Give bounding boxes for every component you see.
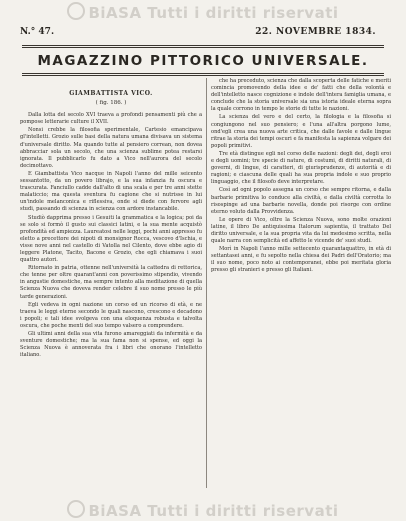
paragraph: Tre età distingue egli nel corso delle nazioni: degli dei, degli eroi e degli uomini; tre specie di nature, di costumi, di diritti naturali, di governi, di lingue, di caratteri, di giurisprudenze, di autorità e di ragioni; e ciascuna delle quali ha sua propria indole e suo proprio linguaggio, che il filosofo deve interpretare. (211, 150, 391, 186)
library-logo-icon (67, 500, 85, 518)
library-logo-icon (67, 2, 85, 20)
watermark-text: BiASA Tutti i diritti riservati (88, 4, 339, 22)
masthead-title: MAGAZZINO PITTORICO UNIVERSALE. (37, 53, 369, 69)
watermark-bottom (0, 500, 406, 520)
left-column (20, 78, 202, 491)
paragraph: E Giambattista Vico nacque in Napoli l'anno del mille seicento sessantotto, da un povero librajo, e la sua infanzia fu oscura e trascurata. Fanciullo cadde dall'alto di una scala e per tre anni stette malaticcio; ma questa sventura fu cagione che si nutrisse in lui un'indole melanconica e riflessiva, onde si diede con fervore agli studi, passando di scienza in scienza con ardore instancabile. (20, 170, 202, 213)
watermark-text: BiASA Tutti i diritti riservati (88, 502, 339, 520)
paragraph: Le opere di Vico, oltre la Scienza Nuova, sono molte orazioni latine, il libro De antiquissima Italorum sapientia, il trattato Del diritto universale, e la sua propria vita da lui medesimo scritta, nella quale narra con semplicità ed affetto le vicende de' suoi studi. (211, 216, 391, 245)
paragraph: Egli vedeva in ogni nazione un corso ed un ricorso di età, e ne traeva le leggi eterne secondo le quali nascono, crescono e decadono i popoli; e tali idee svolgeva con una eloquenza robusta e talvolta oscura, che poche menti del suo tempo valsero a comprendere. (20, 301, 202, 329)
paragraph: Morì in Napoli l'anno mille settecento quarantaquattro, in età di settantasei anni, e fu sepolto nella chiesa dei Padri dell'Oratorio; ma il suo nome, poco noto ai contemporanei, ebbe poi meritata gloria presso gli stranieri e presso gli Italiani. (211, 246, 391, 274)
masthead-rule-top (22, 45, 384, 46)
masthead-rule-bottom-thin (22, 75, 384, 76)
right-column (211, 78, 391, 491)
paragraph: Dalla lotta del secolo XVI traeva a profondi pensamenti più che a pompose letterarie culture il XVII. (20, 112, 202, 126)
paragraph: Ritornato in patria, ottenne nell'università la cattedra di rettorica, che tenne per oltre quarant'anni con poverissimo stipendio, vivendo in angustie domestiche, ma sempre intento alla meditazione di quella Scienza Nuova che doveva render celebre il suo nome presso le più tarde generazioni. (20, 265, 202, 300)
article-figure-ref: ( fig. 186. ) (95, 100, 127, 107)
paragraph: Studiò dapprima presso i Gesuiti la grammatica e la logica; poi da se solo si formò il gusto sui classici latini, e la sua mente acquistò profondità ed ampiezza. Laureatosi nelle leggi, pochi anni appresso fu eletto a precettore dei nipoti di monsignor Rocca, vescovo d'Ischia, e visse nove anni nel castello di Vatolla nel Cilento, dove ebbe agio di leggere Platone, Tacito, Bacone e Grozio, che egli chiamava i suoi quattro autori. (20, 214, 202, 264)
masthead-rule-bottom (22, 73, 384, 74)
masthead-rule-top-thin (22, 47, 384, 48)
watermark-top (0, 2, 406, 22)
article-title: GIAMBATTISTA VICO. (69, 90, 153, 97)
paragraph: Nonsi crebbe la filosofia sperimentale, Cartesio emancipava gl'intelletti. Grozio sulle basi della natura umana divisava un sistema d'universale diritto. Ma quando tutte al pensiero correan, non dovea abbracciar sola un secolo, che una scienza sublime potea restarsi ignorata. Il pubblicarlo fu dato a Vico nell'aurora del secolo decimottavo. (20, 127, 202, 169)
paragraph: Così ad ogni popolo assegna un corso che sempre ritorna, e dalla barbarie primitiva lo conduce alla civiltà, e dalla civiltà corrotta lo risospinge ad una barbarie novella, donde poi risorge con ordine eterno voluto dalla Provvidenza. (211, 187, 391, 215)
issue-date: 22. NOVEMBRE 1834. (255, 27, 376, 37)
column-separator (206, 78, 207, 488)
paragraph: La scienza del vero e del certo, la filologia e la filosofia si congiungono nel suo pensiero; e l'una all'altra porgono lume, ond'egli crea una nuova arte critica, che dalle favole e dalle lingue ritrae la storia dei tempi oscuri e fa manifesta la sapienza volgare dei popoli primitivi. (211, 114, 391, 149)
paragraph: Gli ultimi anni della sua vita furono amareggiati da infermità e da sventure domestiche; ma la sua fama non si spense, ed oggi la Scienza Nuova è annoverata fra i libri che onorano l'intelletto italiano. (20, 331, 202, 359)
paragraph: che ha preceduto, scienza che dalla scoperta delle fatiche e meriti comincia promovendo della idee e de' fatti che della volontà e dell'intelletto nasce cognizione e indole dell'intera famiglia umana, e conclude che la storia universale sia una istoria ideale eterna sopra la quale corrono in tempo le storie di tutte le nazioni. (211, 78, 391, 113)
issue-number: N.° 47. (20, 27, 55, 37)
